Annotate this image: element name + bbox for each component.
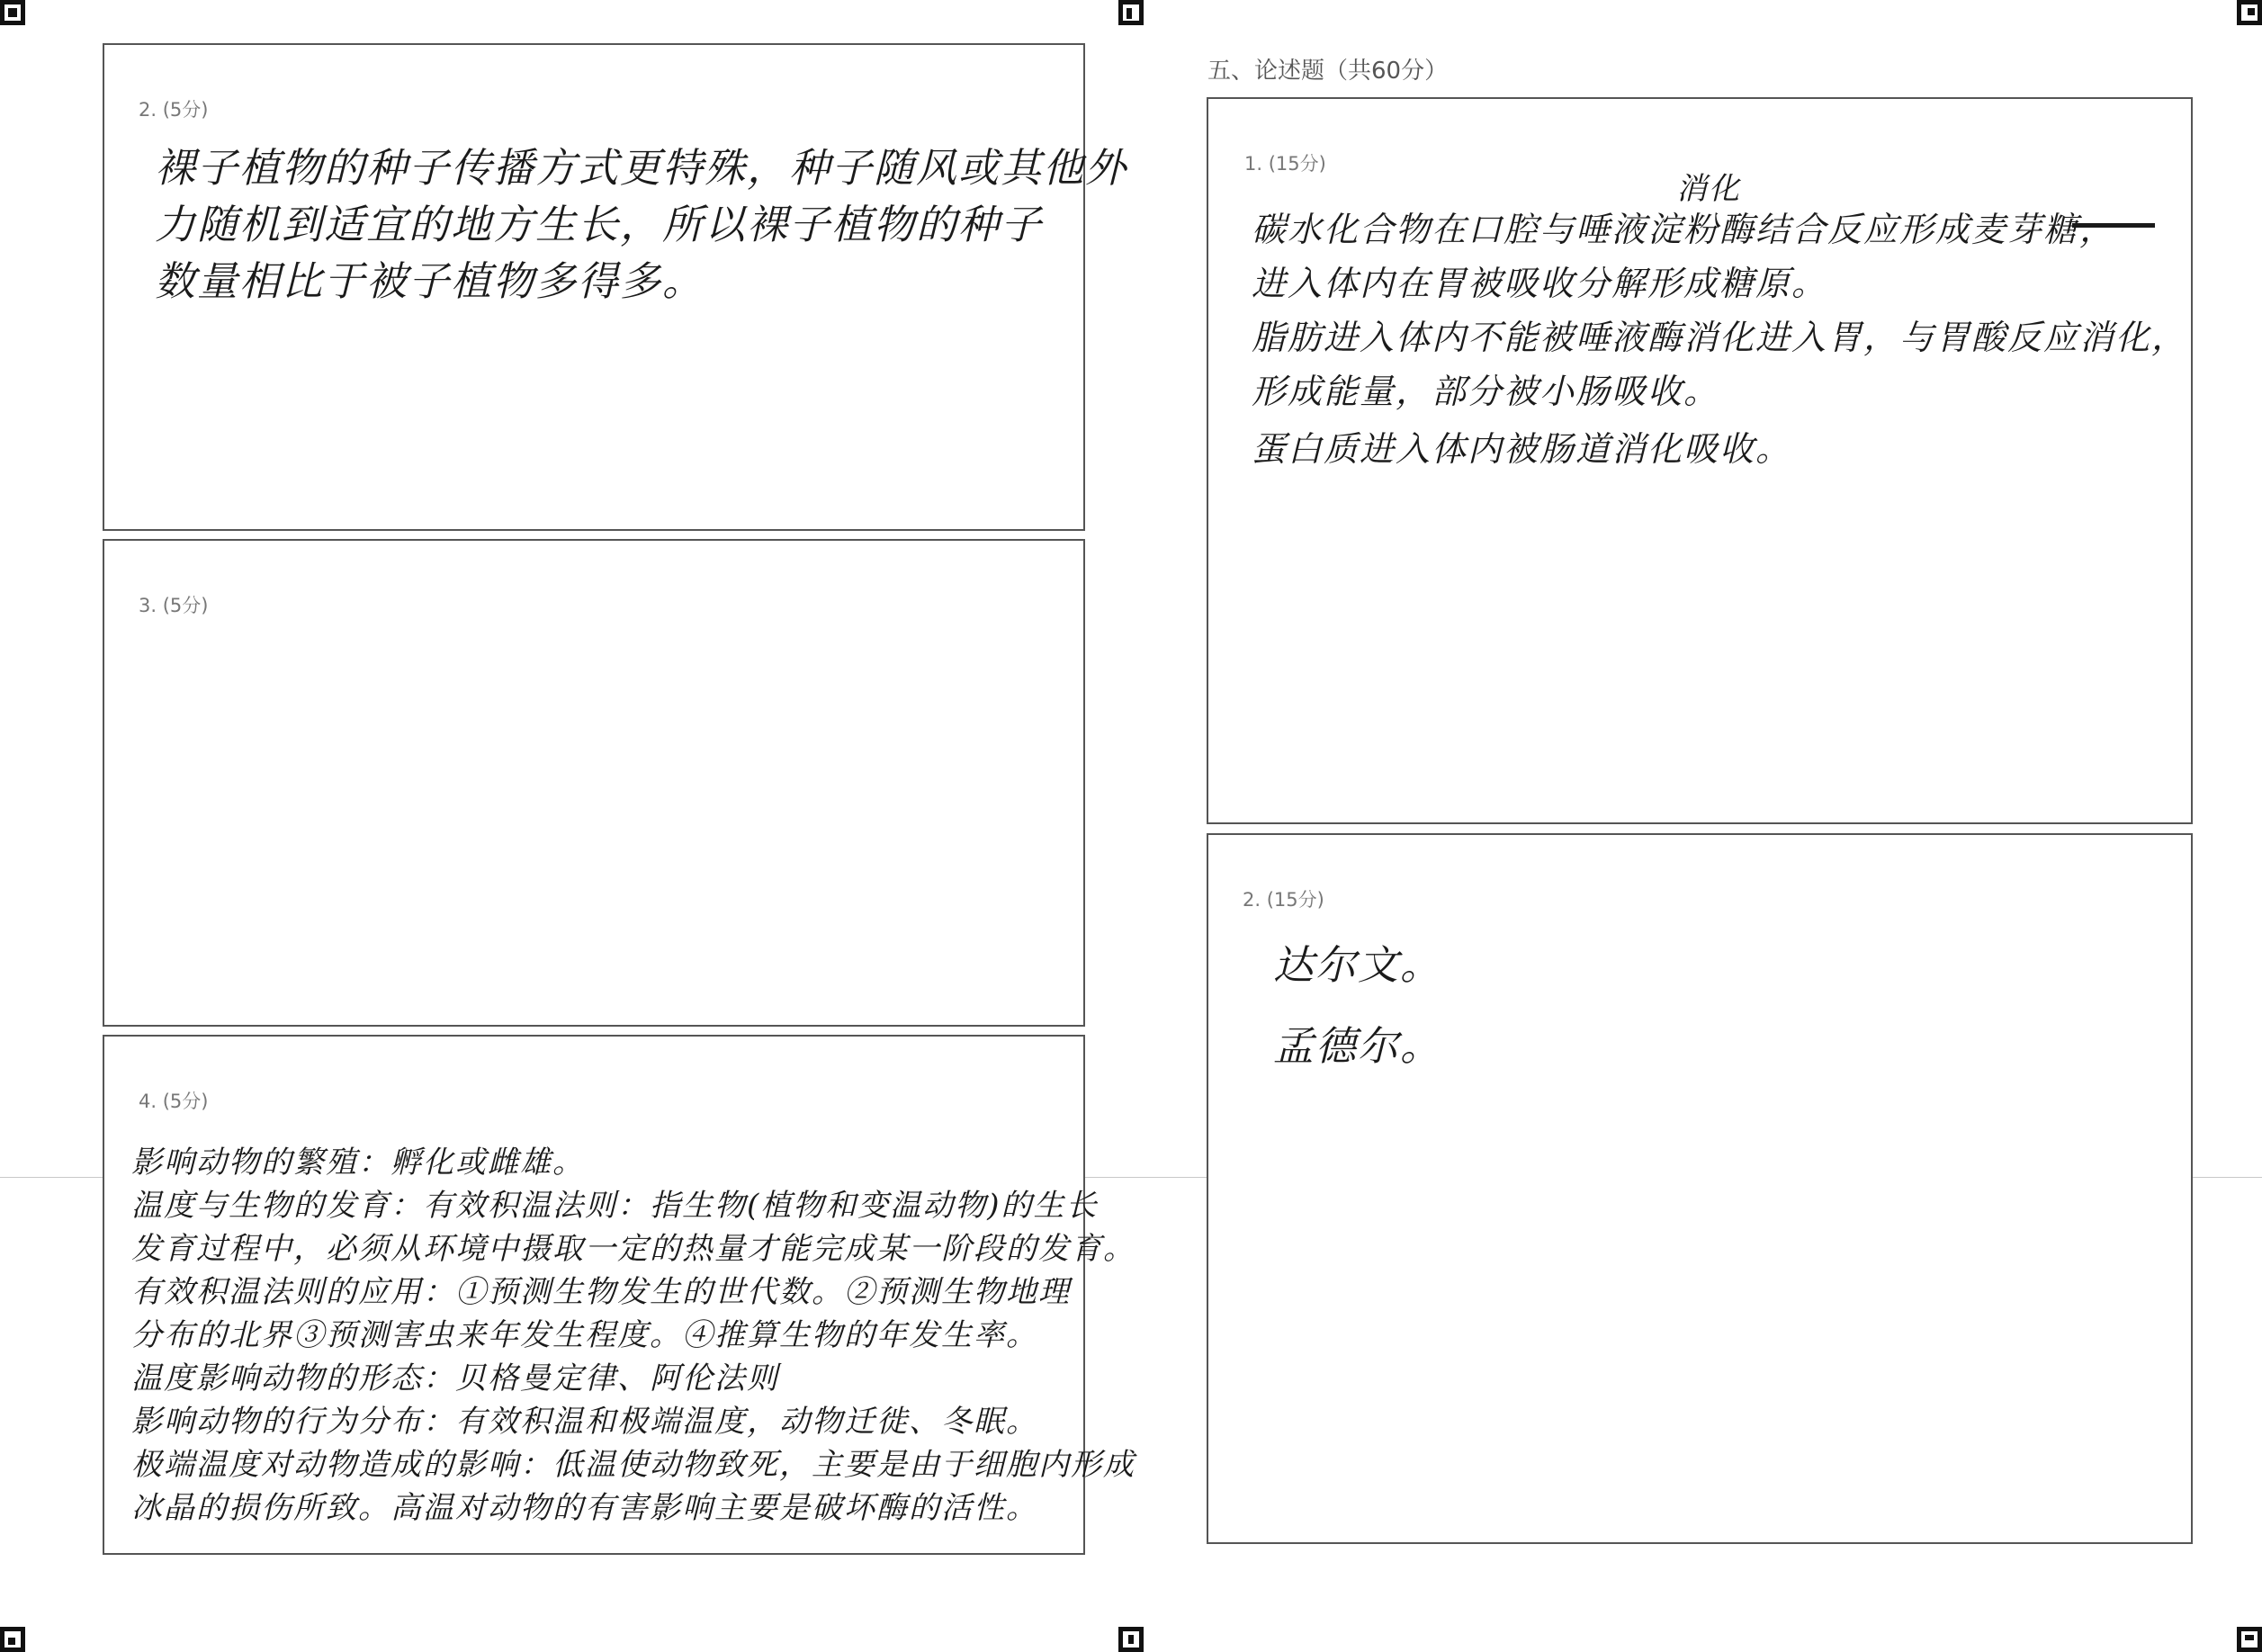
handwritten-line: 形成能量，部分被小肠吸收。 xyxy=(1252,372,1720,411)
marker-bottom-center xyxy=(1118,1627,1144,1652)
section-title: 五、论述题（共60分） xyxy=(1207,58,1449,85)
marker-top-left xyxy=(0,0,25,25)
answer-box-essay-q1[interactable] xyxy=(1207,97,2193,824)
question-label: 2. (5分) xyxy=(139,99,209,121)
handwritten-line: 数量相比于被子植物多得多。 xyxy=(155,257,705,305)
handwritten-line: 冰晶的损伤所致。高温对动物的有害影响主要是破坏酶的活性。 xyxy=(131,1490,1038,1526)
answer-box-q4[interactable] xyxy=(103,1035,1135,1555)
handwritten-line: 极端温度对动物造成的影响：低温使动物致死，主要是由于细胞内形成 xyxy=(131,1447,1135,1483)
handwritten-line: 发育过程中，必须从环境中摄取一定的热量才能完成某一阶段的发育。 xyxy=(131,1231,1135,1267)
handwritten-line: 脂肪进入体内不能被唾液酶消化进入胃，与胃酸反应消化， xyxy=(1252,318,2188,357)
question-label: 3. (5分) xyxy=(139,595,209,616)
answer-box-q2[interactable] xyxy=(103,43,1128,531)
answer-box-q3[interactable] xyxy=(103,539,1085,1027)
handwritten-line: 影响动物的繁殖：孵化或雌雄。 xyxy=(131,1145,585,1181)
marker-bottom-right xyxy=(2237,1627,2262,1652)
handwritten-line: 分布的北界③预测害虫来年发生程度。④推算生物的年发生率。 xyxy=(131,1317,1038,1353)
handwritten-insertion: 消化 xyxy=(1676,171,1741,207)
strike-through xyxy=(2072,223,2155,228)
handwritten-line: 碳水化合物在口腔与唾液淀粉酶结合反应形成麦芽糖， xyxy=(1252,210,2116,249)
handwritten-line: 孟德尔。 xyxy=(1273,1022,1443,1070)
marker-top-center xyxy=(1118,0,1144,25)
question-label: 4. (5分) xyxy=(139,1091,209,1112)
handwritten-line: 裸子植物的种子传播方式更特殊，种子随风或其他外 xyxy=(155,144,1128,192)
answer-box-essay-q2[interactable] xyxy=(1207,833,2193,1544)
question-label: 2. (15分) xyxy=(1243,889,1324,911)
handwritten-line: 有效积温法则的应用：①预测生物发生的世代数。②预测生物地理 xyxy=(131,1274,1071,1310)
handwritten-line: 温度与生物的发育：有效积温法则：指生物(植物和变温动物)的生长 xyxy=(131,1188,1099,1224)
handwritten-line: 影响动物的行为分布：有效积温和极端温度，动物迁徙、冬眠。 xyxy=(131,1404,1038,1440)
handwritten-line: 蛋白质进入体内被肠道消化吸收。 xyxy=(1252,429,1792,469)
handwritten-line: 达尔文。 xyxy=(1273,941,1443,989)
handwritten-line: 进入体内在胃被吸收分解形成糖原。 xyxy=(1252,264,1828,303)
handwritten-line: 力随机到适宜的地方生长，所以裸子植物的种子 xyxy=(155,201,1044,248)
question-label: 1. (15分) xyxy=(1244,153,1326,175)
handwritten-line: 温度影响动物的形态：贝格曼定律、阿伦法则 xyxy=(131,1360,779,1396)
marker-bottom-left xyxy=(0,1627,25,1652)
marker-top-right xyxy=(2237,0,2262,25)
